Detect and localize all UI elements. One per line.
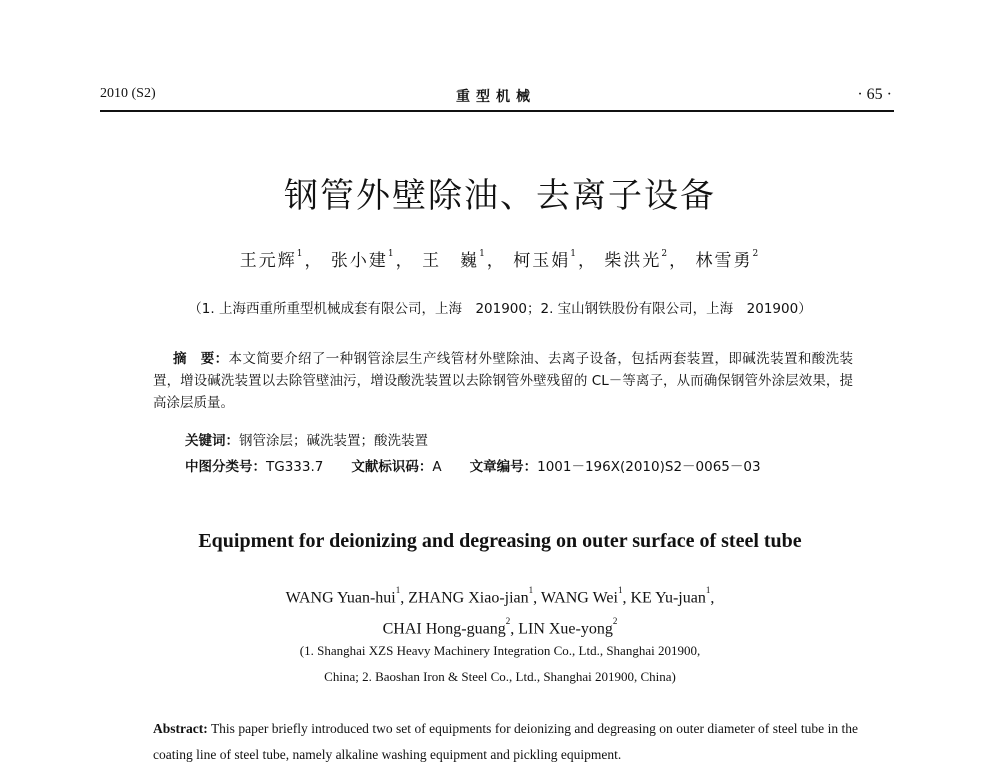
author-name: ZHANG Xiao-jian	[408, 589, 529, 607]
author-affil-mark: 2	[752, 249, 761, 260]
abstract-text: 本文简要介绍了一种钢管涂层生产线管材外壁除油、去离子设备，包括两套装置，即碱洗装置和酸洗装置，增设碱洗装置以去除管壁油污，增设酸洗装置以去除钢管外壁残留的 CL－等离子，从而确保钢管外涂层效果，提高涂层质量。	[153, 351, 854, 411]
english-authors-line-1: WANG Yuan-hui$^1$, ZHANG Xiao-jian$^1$, WANG Wei$^1$, KE Yu-juan$^1$,	[285, 585, 715, 607]
abstract-label: 摘 要：	[173, 351, 229, 367]
english-affiliation-line-2: China; 2. Baoshan Iron & Steel Co., Ltd., Shanghai 201900, China)	[324, 669, 676, 684]
english-authors	[0, 580, 1000, 643]
author-affil-mark: 1	[479, 249, 487, 260]
english-affiliation	[0, 638, 1000, 690]
english-title: Equipment for deionizing and degreasing on outer surface of steel tube	[198, 530, 802, 552]
author-affil-mark: 1	[705, 585, 711, 595]
english-abstract	[153, 716, 858, 768]
chinese-affiliation: （1. 上海西重所重型机械成套有限公司，上海 201900；2. 宝山钢铁股份有限公司，上海 201900）	[188, 301, 812, 317]
chinese-title: 钢管外壁除油、去离子设备	[284, 176, 716, 216]
author-name: WANG Wei	[540, 589, 618, 607]
keywords-label: 关键词：	[185, 433, 239, 449]
article-number-label: 文章编号：	[469, 459, 538, 475]
author-name: WANG Yuan-hui	[285, 589, 396, 607]
author-affil-mark: 1	[296, 249, 305, 260]
author-affil-mark: 1	[528, 585, 534, 595]
english-authors-line-2: CHAI Hong-guang$^2$, LIN Xue-yong$^2$	[382, 616, 618, 638]
english-affiliation-line-1: (1. Shanghai XZS Heavy Machinery Integration Co., Ltd., Shanghai 201900,	[299, 643, 701, 658]
author-name: 王 巍	[422, 251, 480, 271]
author-name: 柴洪光	[604, 251, 662, 271]
english-abstract-text: This paper briefly introduced two set of equipments for deionizing and degreasing on outer diameter of steel tube in the coating line of steel tube, namely alkaline washing equipment and pickling equipment.	[153, 721, 858, 762]
author-affil-mark: 1	[617, 585, 623, 595]
author-name: 林雪勇	[695, 251, 753, 271]
running-header	[100, 86, 892, 108]
author-affil-mark: 1	[395, 585, 401, 595]
english-abstract-label: Abstract:	[153, 721, 208, 736]
author-affil-mark: 1	[570, 249, 578, 260]
author-affil-mark: 2	[661, 249, 670, 260]
header-divider	[100, 110, 894, 112]
author-name: CHAI Hong-guang	[382, 620, 506, 638]
chinese-authors: 王元辉$^1$， 张小建$^1$， 王 巍$^1$， 柯玉娟$^1$， 柴洪光$^2$， 林雪勇$^2$	[239, 249, 761, 271]
issue-label: 2010 (S2)	[100, 86, 156, 101]
clc-label: 中图分类号：	[185, 459, 266, 475]
author-affil-mark: 1	[387, 249, 396, 260]
author-name: 张小建	[330, 251, 388, 271]
author-affil-mark: 2	[505, 616, 511, 627]
author-name: 王元辉	[239, 251, 297, 271]
chinese-abstract	[153, 348, 853, 414]
doc-code-value: A	[432, 459, 442, 475]
author-affil-mark: 2	[612, 616, 618, 627]
article-number-value: 1001－196X(2010)S2－0065－03	[537, 459, 761, 475]
journal-name: 重型机械	[456, 89, 536, 105]
chinese-keywords	[185, 430, 865, 452]
author-name: 柯玉娟	[513, 251, 571, 271]
doc-code-label: 文献标识码：	[351, 459, 433, 475]
classification-line	[185, 456, 865, 478]
page-number: · 65 ·	[857, 86, 892, 103]
author-name: KE Yu-juan	[630, 589, 706, 607]
keywords-text: 钢管涂层；碱洗装置；酸洗装置	[239, 433, 428, 449]
clc-value: TG333.7	[266, 459, 324, 475]
author-name: LIN Xue-yong	[518, 620, 613, 638]
